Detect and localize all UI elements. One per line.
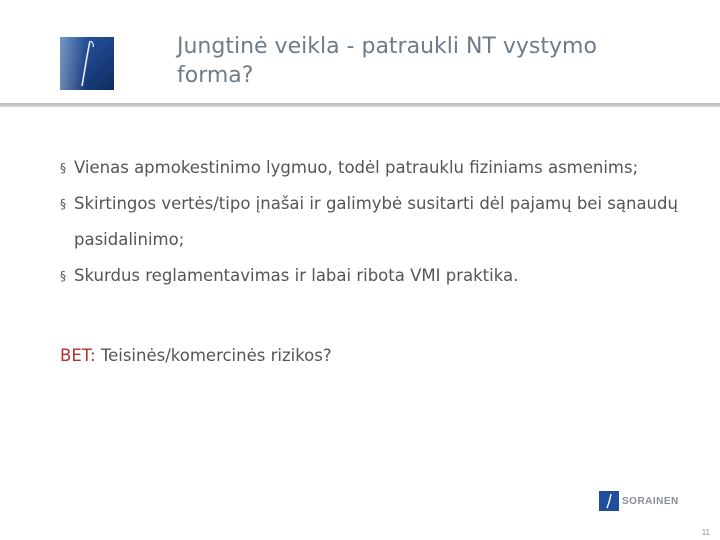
brand-name: SORAINEN [622,495,679,507]
sorainen-slash-logo-icon [60,37,114,90]
bullet-item-3 [60,258,680,294]
bullet-text: Skirtingos vertės/tipo įnašai ir galimybė susitarti dėl pajamų bei sąnaudų pasidalinimo; [74,194,678,249]
bullet-marker: § [60,197,66,211]
bet-label: BET: [60,346,96,365]
bullet-text: Vienas apmokestinimo lygmuo, todėl patrauklu fiziniams asmenims; [74,158,639,177]
bullet-list [60,150,680,294]
header-divider [0,103,720,107]
sorainen-logo-icon [599,491,619,511]
bet-question [60,346,332,365]
bullet-text: Skurdus reglamentavimas ir labai ribota VMI praktika. [74,266,519,285]
bullet-marker: § [60,269,66,283]
bullet-marker: § [60,161,66,175]
bullet-item-2 [60,186,680,258]
page-title: Jungtinė veikla - patraukli NT vystymo forma? [177,34,597,88]
bullet-item-1 [60,150,680,186]
footer-brand-logo [599,491,679,511]
page-number: 11 [701,528,710,537]
bet-text: Teisinės/komercinės rizikos? [95,346,332,365]
